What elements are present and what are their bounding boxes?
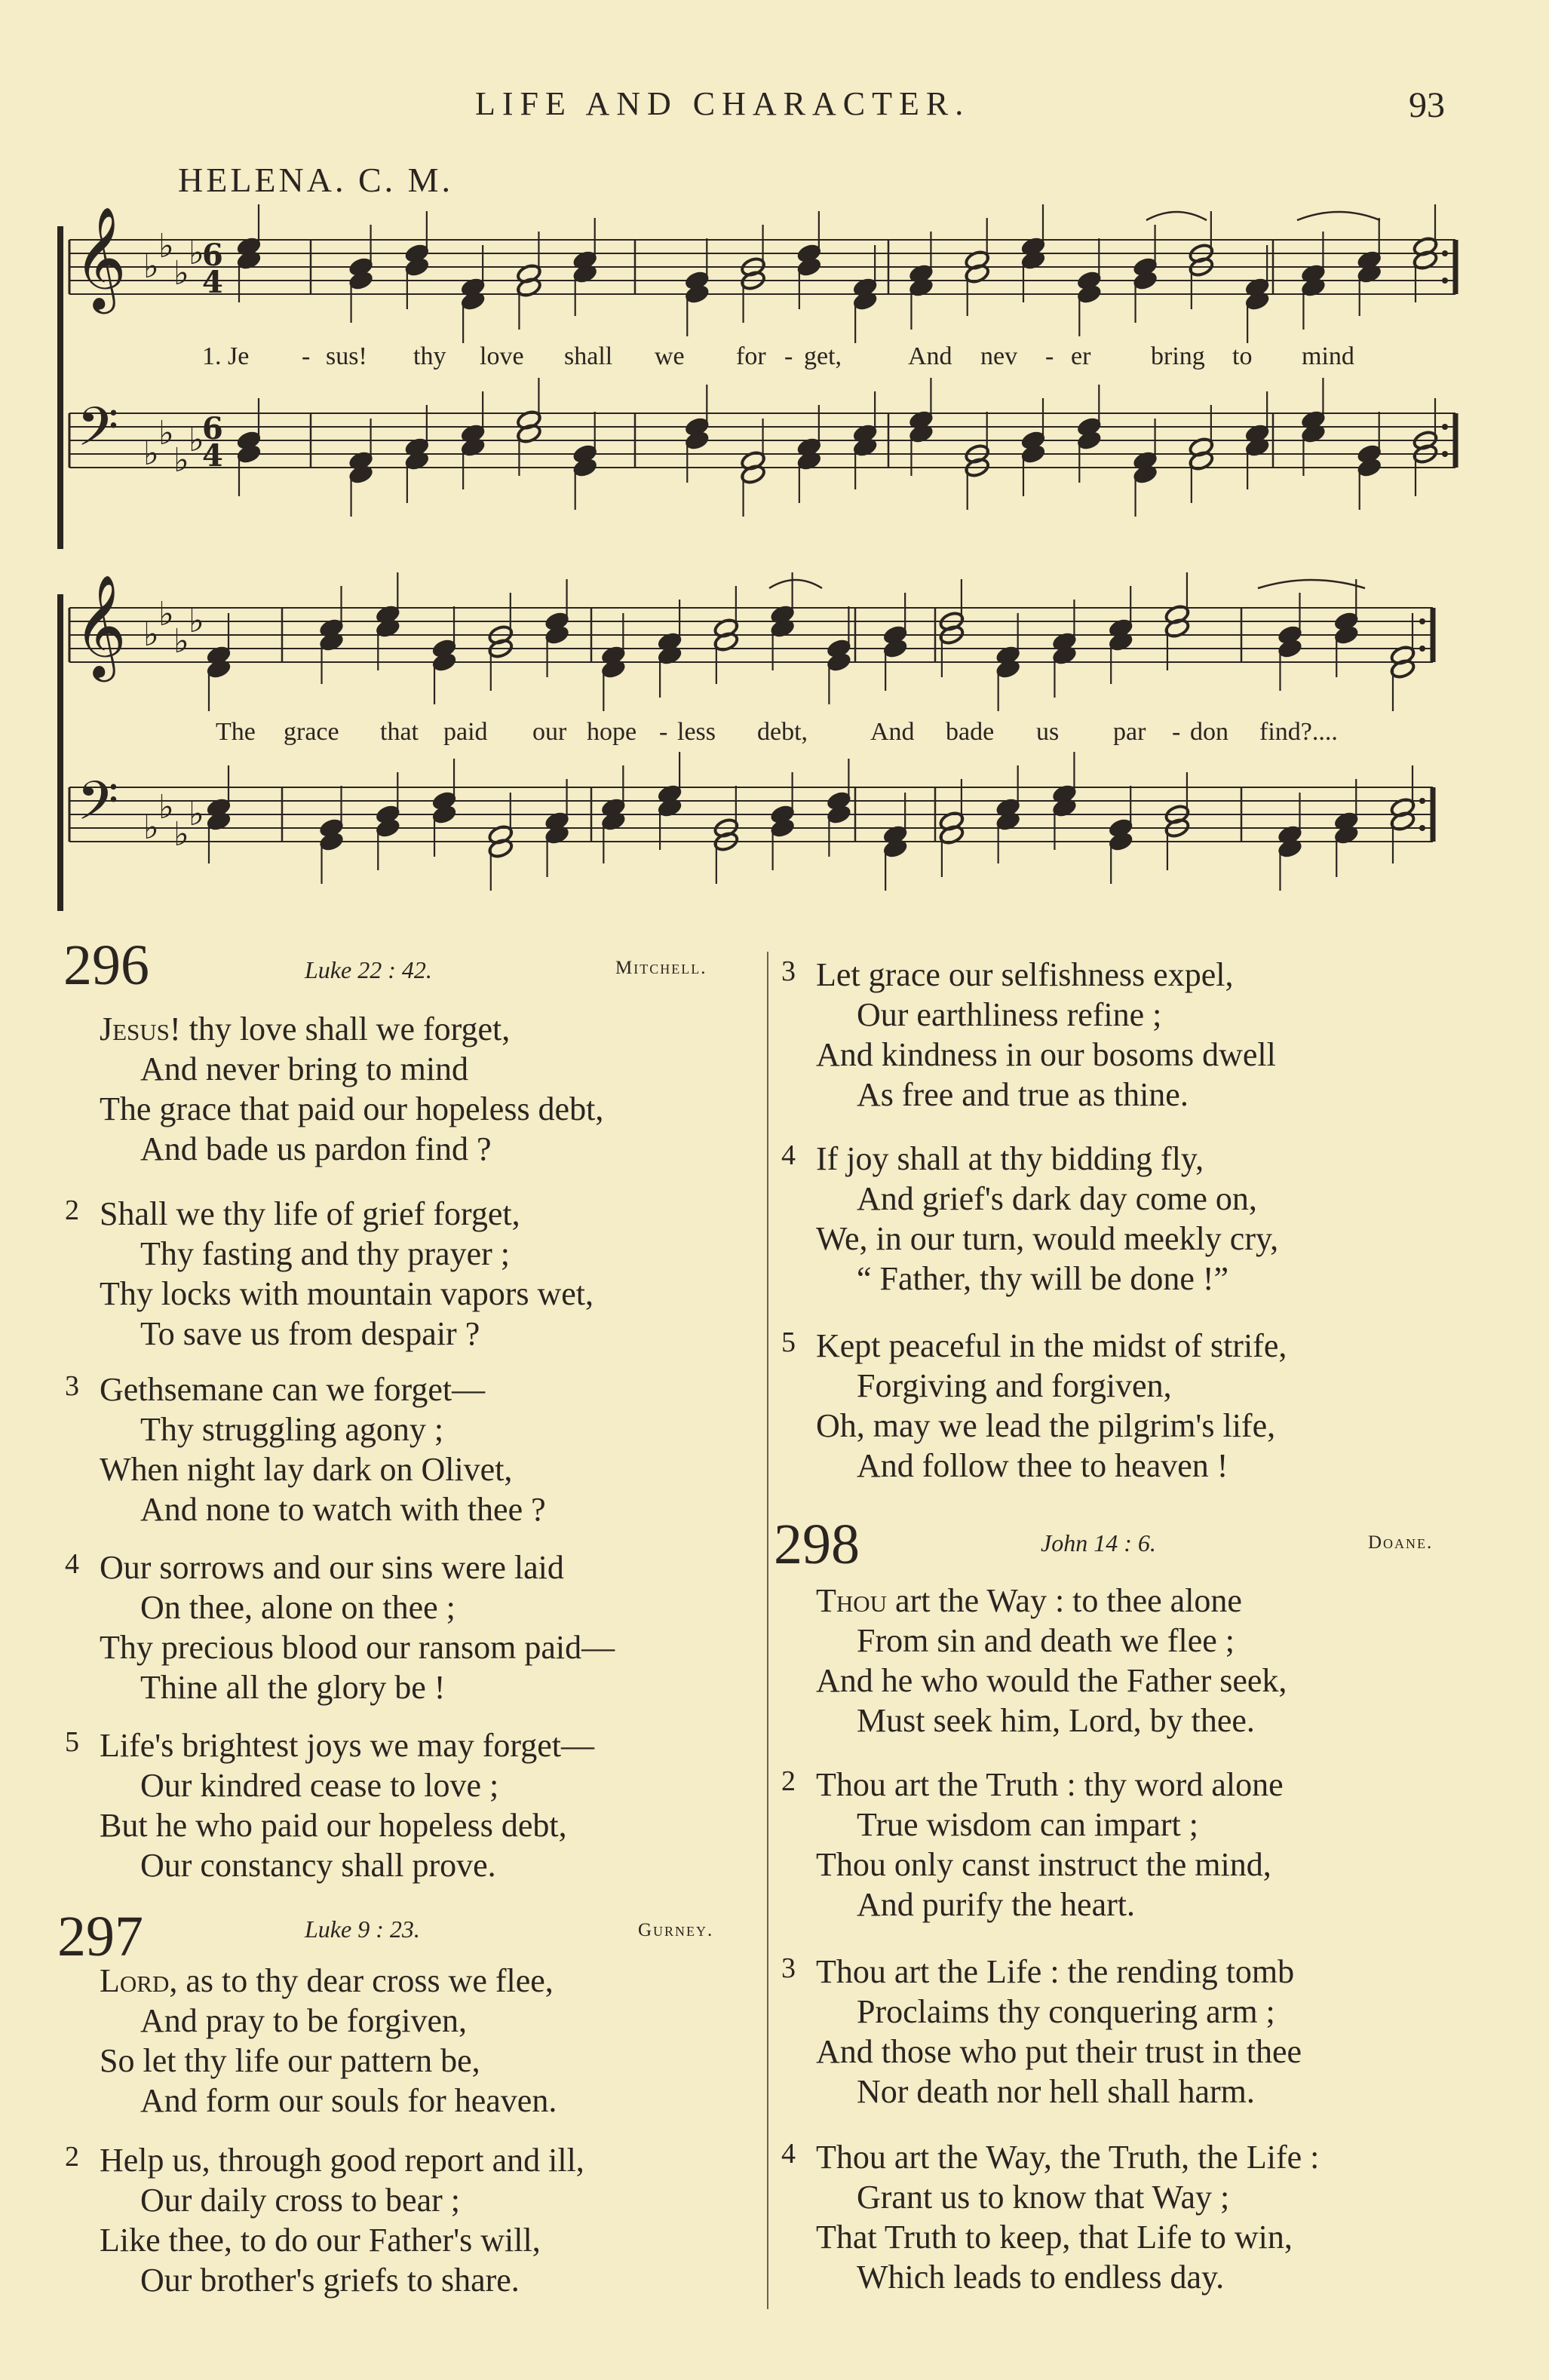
stanza bbox=[781, 955, 1276, 1115]
stanza-first-word: Thou bbox=[816, 1582, 888, 1619]
verse-line: That Truth to keep, that Life to win, bbox=[816, 2219, 1293, 2256]
verse-line: On thee, alone on thee ; bbox=[140, 1589, 455, 1626]
stanza-number: 2 bbox=[781, 1765, 796, 1797]
verse-line: Forgiving and forgiven, bbox=[857, 1367, 1172, 1404]
flat-icon: ♭ bbox=[189, 602, 204, 640]
flat-icon: ♭ bbox=[143, 247, 159, 286]
slur bbox=[1146, 212, 1207, 220]
flat-icon: ♭ bbox=[143, 808, 159, 847]
flat-icon: ♭ bbox=[189, 234, 204, 272]
verse-line: But he who paid our hopeless debt, bbox=[100, 1807, 567, 1844]
page-number: 93 bbox=[1409, 85, 1445, 125]
verse-line: And follow thee to heaven ! bbox=[857, 1447, 1228, 1484]
verse-line: From sin and death we flee ; bbox=[857, 1622, 1235, 1659]
hymn-number: 298 bbox=[774, 1513, 860, 1576]
verse-line: Gethsemane can we forget— bbox=[100, 1371, 486, 1408]
lyric-syllable: paid bbox=[443, 718, 488, 746]
lyric-syllable: find?.... bbox=[1259, 718, 1338, 746]
stanza bbox=[781, 1326, 1287, 1486]
hymn-reference: Luke 9 : 23. bbox=[305, 1915, 420, 1943]
verse-line: And form our souls for heaven. bbox=[140, 2082, 557, 2119]
lyric-syllable: don bbox=[1190, 718, 1228, 746]
verse-line: Thou only canst instruct the mind, bbox=[816, 1846, 1271, 1883]
repeat-dot bbox=[1419, 618, 1425, 624]
stanza-number: 4 bbox=[781, 2138, 796, 2170]
verse-line: Grant us to know that Way ; bbox=[857, 2179, 1230, 2216]
repeat-dot bbox=[1419, 825, 1425, 831]
stanza-first-word: Lord bbox=[100, 1962, 170, 1999]
verse-line: And grief's dark day come on, bbox=[857, 1180, 1257, 1217]
verse-line: Thine all the glory be ! bbox=[140, 1669, 446, 1706]
time-signature-bottom: 4 bbox=[202, 438, 223, 474]
verse-line: And he who would the Father seek, bbox=[816, 1662, 1287, 1699]
stanza-number: 3 bbox=[65, 1370, 79, 1402]
stanza bbox=[100, 1009, 603, 1169]
lyric-syllable: our bbox=[532, 718, 567, 746]
verse-line: Thy precious blood our ransom paid— bbox=[100, 1629, 615, 1666]
flat-icon: ♭ bbox=[173, 815, 189, 854]
stanza-number: 3 bbox=[781, 1952, 796, 1984]
verse-line bbox=[816, 1581, 1287, 1621]
lyric-syllable: - bbox=[302, 342, 311, 370]
repeat-dot bbox=[1442, 250, 1448, 256]
verse-line: And kindness in our bosoms dwell bbox=[816, 1036, 1276, 1073]
repeat-dot bbox=[1419, 798, 1425, 804]
verse-line: Thy locks with mountain vapors wet, bbox=[100, 1275, 594, 1312]
lyric-syllable: grace bbox=[284, 718, 339, 746]
verse-line: Our daily cross to bear ; bbox=[140, 2182, 460, 2219]
flat-icon: ♭ bbox=[158, 414, 174, 452]
time-signature-top: 6 bbox=[202, 238, 223, 273]
verse-line: Life's brightest joys we may forget— bbox=[100, 1727, 594, 1764]
stanza bbox=[781, 1952, 1302, 2112]
flat-icon: ♭ bbox=[158, 788, 174, 827]
stanza bbox=[781, 2137, 1320, 2297]
verse-line: Our sorrows and our sins were laid bbox=[100, 1549, 564, 1586]
flat-icon: ♭ bbox=[143, 434, 159, 473]
hymn-number: 297 bbox=[57, 1905, 143, 1968]
stanza bbox=[65, 2140, 584, 2300]
verse-line: The grace that paid our hopeless debt, bbox=[100, 1090, 604, 1127]
verse-line bbox=[100, 1009, 603, 1049]
verse-line: Our brother's griefs to share. bbox=[140, 2262, 520, 2299]
verse-line: As free and true as thine. bbox=[857, 1076, 1189, 1113]
stanza-first-word: Jesus bbox=[100, 1011, 170, 1047]
verse-line: Oh, may we lead the pilgrim's life, bbox=[816, 1407, 1276, 1444]
lyric-syllable: And bbox=[908, 342, 952, 370]
lyric-syllable: - bbox=[1045, 342, 1054, 370]
flat-icon: ♭ bbox=[158, 595, 174, 633]
verse-line: Thou art the Truth : thy word alone bbox=[816, 1766, 1284, 1803]
hymn-author: Mitchell. bbox=[615, 958, 707, 978]
flat-icon: ♭ bbox=[173, 622, 189, 661]
verse-line: And those who put their trust in thee bbox=[816, 2033, 1302, 2070]
system-bracket bbox=[57, 226, 63, 549]
repeat-dot bbox=[1442, 278, 1448, 284]
verse-line: Nor death nor hell shall harm. bbox=[857, 2073, 1255, 2110]
lyric-syllable: sus! bbox=[326, 342, 367, 370]
lyric-syllable: get, bbox=[804, 342, 842, 370]
flat-icon: ♭ bbox=[173, 441, 189, 480]
stanza-number: 2 bbox=[65, 1195, 79, 1226]
lyric-syllable: shall bbox=[564, 342, 613, 370]
lyric-syllable: 1. Je bbox=[202, 342, 250, 370]
system-bracket bbox=[57, 594, 63, 911]
sheet-music bbox=[0, 0, 1549, 935]
slur bbox=[1297, 212, 1380, 220]
running-title: LIFE AND CHARACTER. bbox=[475, 85, 971, 122]
lyric-syllable: we bbox=[655, 342, 685, 370]
bass-clef-icon: 𝄢 bbox=[77, 770, 119, 845]
verse-line-text: art the Way : to thee alone bbox=[887, 1582, 1242, 1619]
repeat-dot bbox=[1419, 646, 1425, 652]
lyric-syllable: - bbox=[659, 718, 668, 746]
stanza-number: 4 bbox=[65, 1548, 79, 1580]
slur bbox=[769, 580, 822, 588]
hymn-reference: Luke 22 : 42. bbox=[305, 956, 432, 983]
verse-line: If joy shall at thy bidding fly, bbox=[816, 1140, 1204, 1177]
lyric-syllable: par bbox=[1113, 718, 1146, 746]
flat-icon: ♭ bbox=[189, 421, 204, 459]
verse-line: And none to watch with thee ? bbox=[140, 1491, 546, 1528]
tune-title: HELENA. C. M. bbox=[178, 161, 454, 199]
lyric-syllable: thy bbox=[413, 342, 446, 370]
verse-line: And bade us pardon find ? bbox=[140, 1130, 492, 1167]
stanza bbox=[65, 1369, 546, 1529]
stanza bbox=[65, 1547, 615, 1707]
flat-icon: ♭ bbox=[143, 615, 159, 654]
verse-line: And pray to be forgiven, bbox=[140, 2002, 467, 2039]
stanza-number: 4 bbox=[781, 1139, 796, 1171]
lyric-syllable: us bbox=[1036, 718, 1060, 746]
stanza-number: 5 bbox=[781, 1326, 796, 1358]
lyric-syllable: And bbox=[870, 718, 915, 746]
flat-icon: ♭ bbox=[189, 795, 204, 833]
flat-icon: ♭ bbox=[158, 227, 174, 265]
time-signature-top: 6 bbox=[202, 411, 223, 446]
verse-line-text: , as to thy dear cross we flee, bbox=[169, 1962, 554, 1999]
treble-clef-icon: 𝄞 bbox=[74, 573, 127, 677]
verse-line: Our kindred cease to love ; bbox=[140, 1767, 499, 1804]
lyric-syllable: to bbox=[1232, 342, 1253, 370]
verse-line: Must seek him, Lord, by thee. bbox=[857, 1702, 1255, 1739]
verse-line-text: ! thy love shall we forget, bbox=[169, 1011, 511, 1047]
stanza-number: 2 bbox=[65, 2141, 79, 2173]
stanza-number: 5 bbox=[65, 1726, 79, 1758]
verse-line: Like thee, to do our Father's will, bbox=[100, 2222, 541, 2259]
verse-line: Thy struggling agony ; bbox=[140, 1411, 444, 1448]
lyric-syllable: debt, bbox=[757, 718, 808, 746]
verse-line: And never bring to mind bbox=[140, 1050, 469, 1087]
column-divider bbox=[767, 952, 768, 2309]
hymn-author: Doane. bbox=[1368, 1532, 1434, 1553]
verse-line: Thou art the Way, the Truth, the Life : bbox=[816, 2139, 1320, 2176]
verse-line: Shall we thy life of grief forget, bbox=[100, 1195, 520, 1232]
verse-line: Kept peaceful in the midst of strife, bbox=[816, 1327, 1287, 1364]
hymn-number: 296 bbox=[63, 934, 149, 997]
time-signature-bottom: 4 bbox=[202, 265, 223, 300]
lyric-syllable: nev bbox=[980, 342, 1018, 370]
stanza-number: 3 bbox=[781, 955, 796, 987]
lyric-syllable: that bbox=[380, 718, 419, 746]
bass-clef-icon: 𝄢 bbox=[77, 396, 119, 471]
flat-icon: ♭ bbox=[173, 254, 189, 293]
lyric-syllable: mind bbox=[1302, 342, 1354, 370]
verse-line: We, in our turn, would meekly cry, bbox=[816, 1220, 1279, 1257]
stanza bbox=[781, 1139, 1279, 1299]
stanza bbox=[781, 1765, 1284, 1925]
verse-line: Help us, through good report and ill, bbox=[100, 2142, 584, 2179]
verse-line: Our earthliness refine ; bbox=[857, 996, 1162, 1033]
lyric-syllable: less bbox=[677, 718, 716, 746]
lyric-syllable: The bbox=[216, 718, 256, 746]
repeat-dot bbox=[1442, 451, 1448, 457]
verse-line bbox=[100, 1961, 557, 2001]
lyric-syllable: bade bbox=[946, 718, 995, 746]
lyric-syllable: - bbox=[784, 342, 793, 370]
hymn-author: Gurney. bbox=[638, 1920, 714, 1940]
lyric-syllable: - bbox=[1172, 718, 1181, 746]
treble-clef-icon: 𝄞 bbox=[74, 205, 127, 309]
hymn-reference: John 14 : 6. bbox=[1041, 1529, 1156, 1557]
lyric-syllable: bring bbox=[1151, 342, 1205, 370]
stanza bbox=[65, 1194, 594, 1354]
verse-line: Thou art the Life : the rending tomb bbox=[816, 1953, 1295, 1990]
slur bbox=[1258, 580, 1365, 588]
stanza bbox=[65, 1725, 594, 1885]
verse-line: Thy fasting and thy prayer ; bbox=[140, 1235, 510, 1272]
verse-line: So let thy life our pattern be, bbox=[100, 2042, 480, 2079]
repeat-dot bbox=[1442, 424, 1448, 430]
verse-line: Let grace our selfishness expel, bbox=[816, 956, 1234, 993]
verse-line: “ Father, thy will be done !” bbox=[857, 1260, 1229, 1297]
verse-line: To save us from despair ? bbox=[140, 1315, 480, 1352]
verse-line: Proclaims thy conquering arm ; bbox=[857, 1993, 1275, 2030]
verse-line: When night lay dark on Olivet, bbox=[100, 1451, 513, 1488]
verse-line: And purify the heart. bbox=[857, 1886, 1135, 1923]
lyric-syllable: for bbox=[736, 342, 766, 370]
verse-line: True wisdom can impart ; bbox=[857, 1806, 1198, 1843]
verse-line: Which leads to endless day. bbox=[857, 2259, 1225, 2296]
verse-line: Our constancy shall prove. bbox=[140, 1847, 496, 1884]
lyric-syllable: er bbox=[1071, 342, 1091, 370]
stanza bbox=[100, 1961, 557, 2121]
lyric-syllable: hope bbox=[587, 718, 637, 746]
lyric-syllable: love bbox=[480, 342, 524, 370]
stanza bbox=[816, 1581, 1287, 1741]
